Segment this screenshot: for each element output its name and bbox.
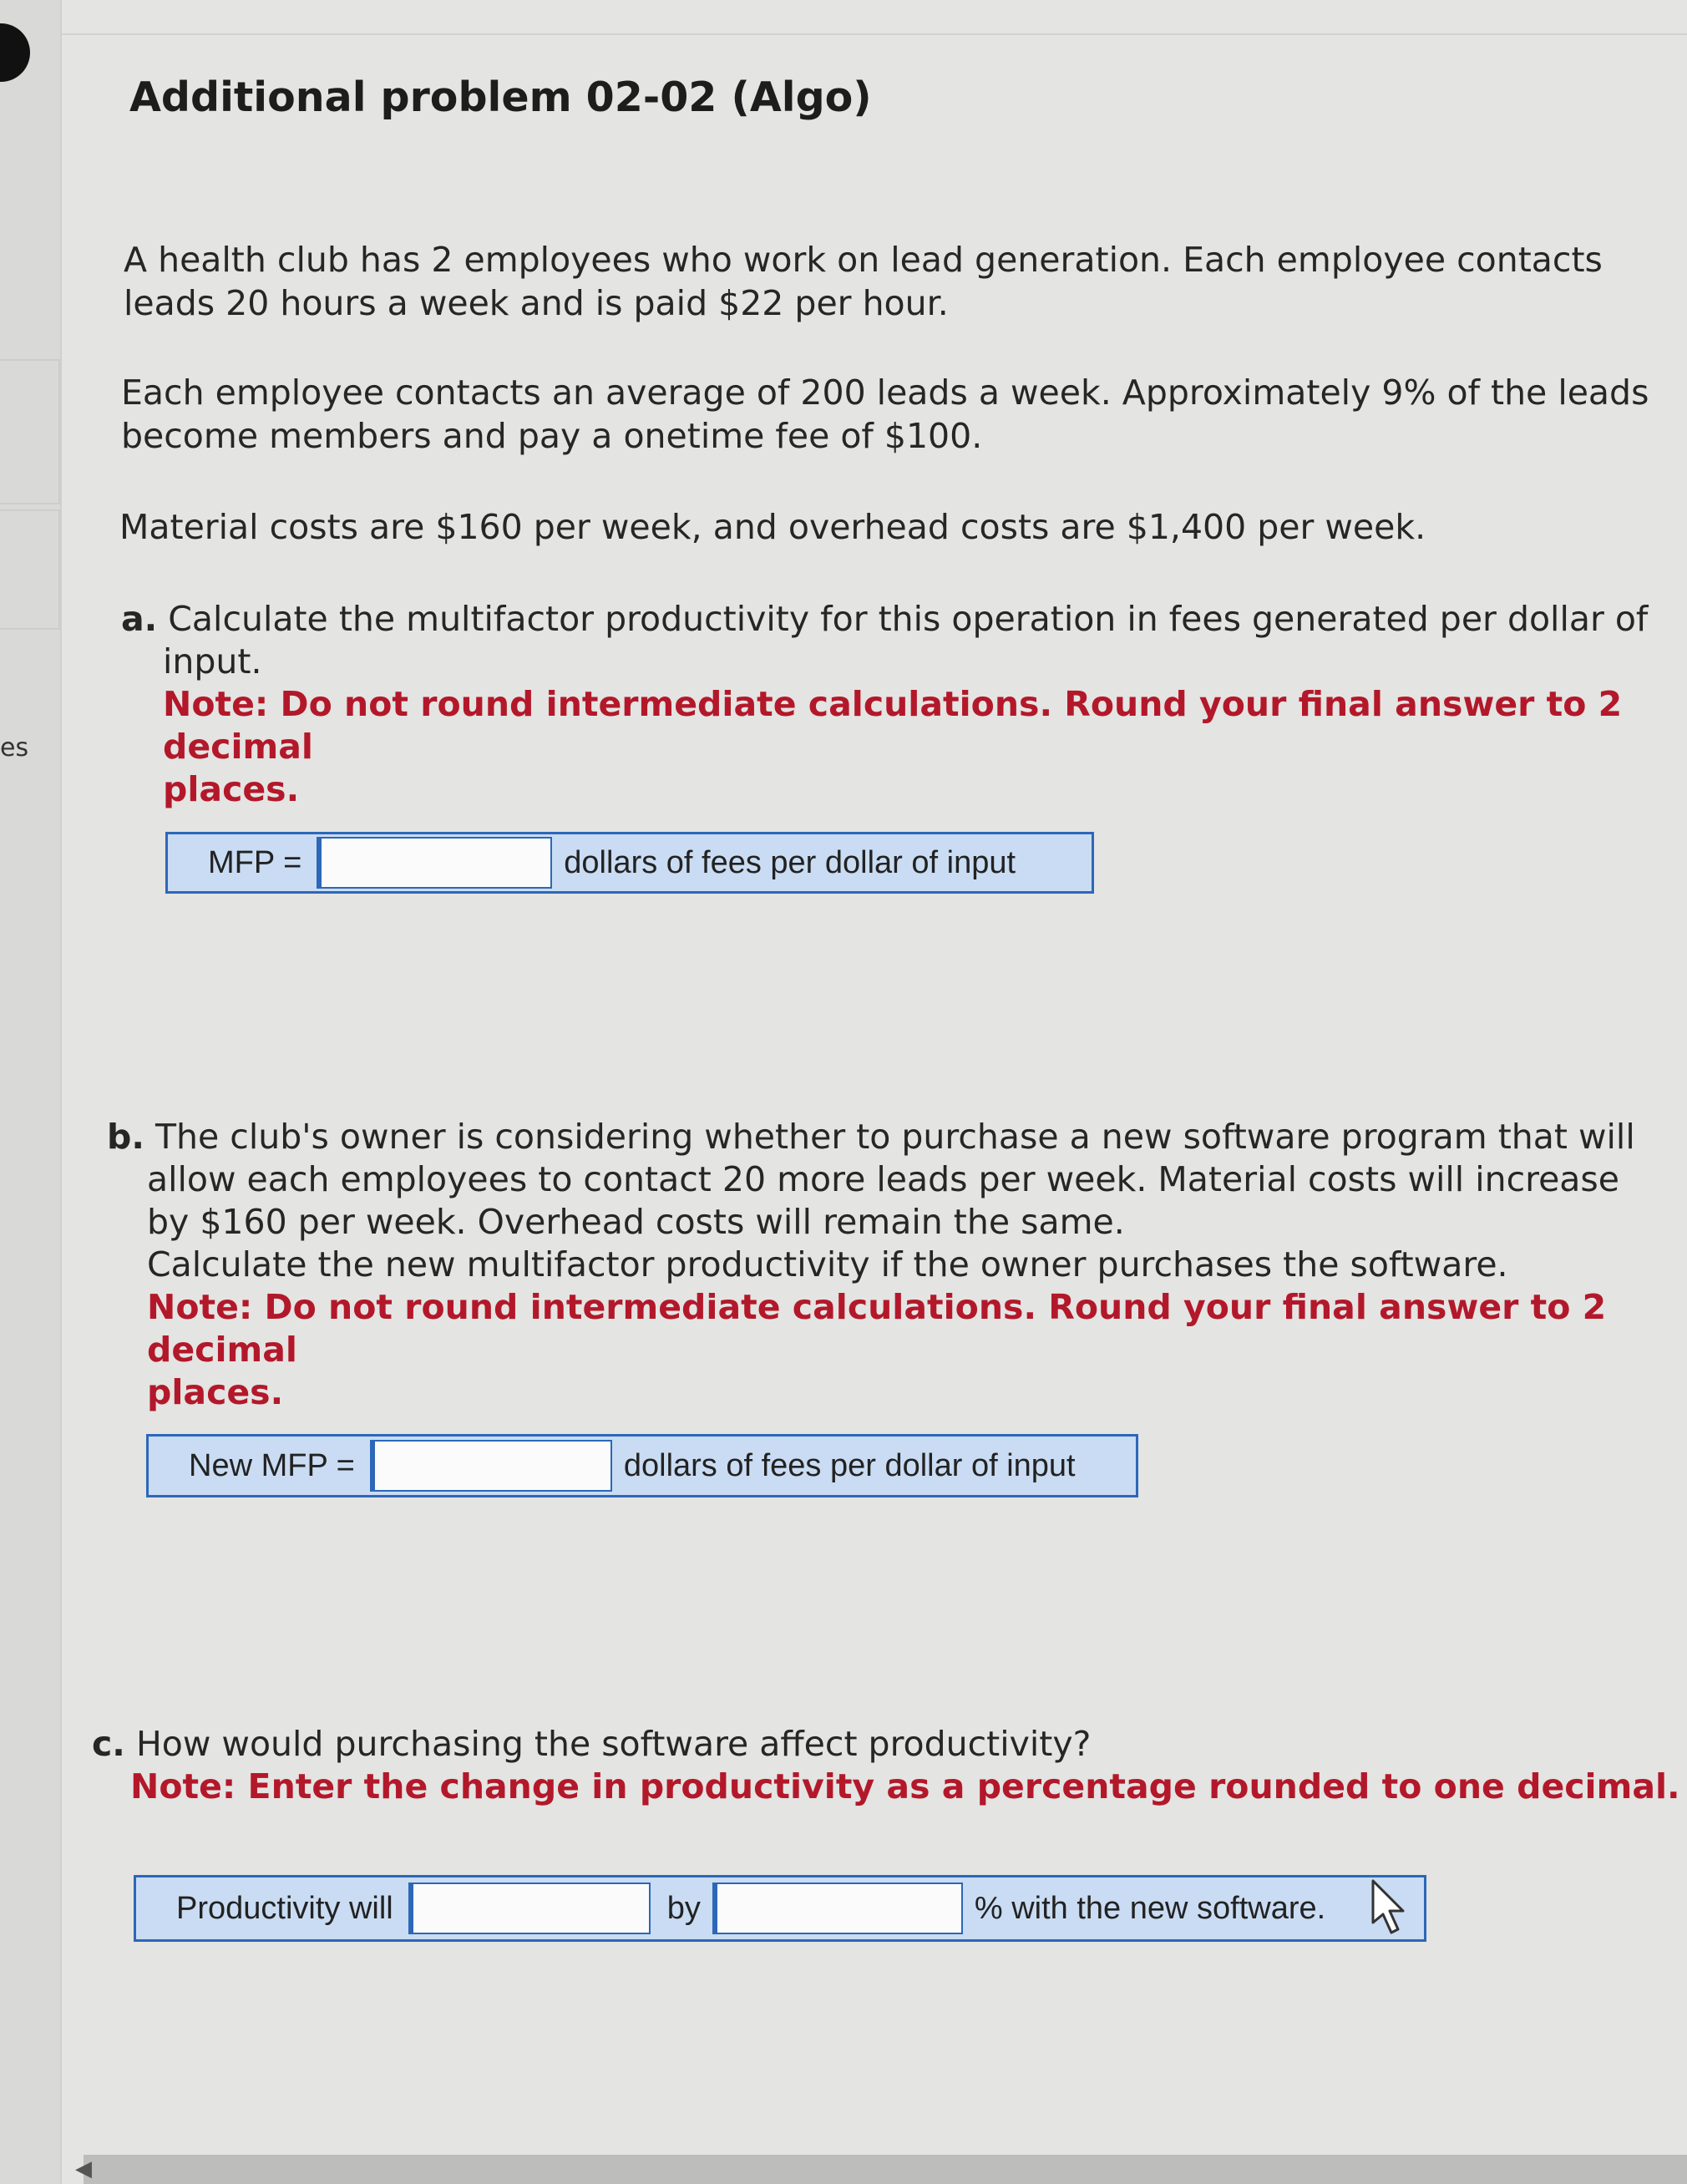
answer-row-b xyxy=(146,1434,1138,1497)
new-mfp-input[interactable] xyxy=(370,1440,612,1492)
sidebar-dot-icon xyxy=(0,23,30,82)
page-title: Additional problem 02-02 (Algo) xyxy=(129,73,872,121)
scroll-left-icon[interactable]: ◀ xyxy=(75,2156,92,2181)
productivity-unit-label: % with the new software. xyxy=(974,1890,1326,1926)
problem-paragraph-2 xyxy=(121,371,1649,458)
question-a xyxy=(121,598,1687,811)
problem-line: Material costs are $160 per week, and overhead costs are $1,400 per week. xyxy=(119,507,1426,547)
question-text: How would purchasing the software affect productivity? xyxy=(135,1724,1092,1764)
horizontal-scrollbar[interactable] xyxy=(84,2155,1687,2184)
question-letter: a. xyxy=(121,599,158,639)
mfp-input[interactable] xyxy=(317,837,552,889)
note-text: Note: Do not round intermediate calculations. Round your final answer to 2 decimal xyxy=(147,1287,1607,1370)
productivity-label: Productivity will xyxy=(176,1890,393,1926)
problem-paragraph-3 xyxy=(119,505,1426,549)
answer-row-a xyxy=(165,832,1094,894)
note-text: places. xyxy=(147,1372,284,1412)
question-letter: b. xyxy=(107,1117,144,1157)
question-letter: c. xyxy=(92,1724,125,1764)
question-b xyxy=(107,1116,1687,1414)
question-c xyxy=(92,1723,1680,1808)
problem-line: Each employee contacts an average of 200 leads a week. Approximately 9% of the leads xyxy=(121,372,1649,413)
sidebar-panel xyxy=(0,359,60,504)
sidebar-panel xyxy=(0,509,60,630)
answer-row-c xyxy=(134,1875,1426,1942)
new-mfp-label: New MFP = xyxy=(189,1447,355,1483)
question-text: by $160 per week. Overhead costs will remain the same. xyxy=(147,1202,1125,1242)
mfp-unit-label: dollars of fees per dollar of input xyxy=(564,844,1016,880)
mouse-pointer-icon xyxy=(1370,1879,1411,1938)
by-label: by xyxy=(666,1890,701,1926)
sidebar-fragment-text: es xyxy=(0,733,29,763)
question-text: Calculate the new multifactor productivity if the owner purchases the software. xyxy=(147,1244,1508,1285)
problem-line: leads 20 hours a week and is paid $22 per hour. xyxy=(124,283,949,323)
new-mfp-unit-label: dollars of fees per dollar of input xyxy=(623,1447,1076,1483)
mfp-label: MFP = xyxy=(208,844,302,880)
question-text: allow each employees to contact 20 more leads per week. Material costs will increase xyxy=(147,1159,1620,1199)
left-sidebar xyxy=(0,0,62,2184)
question-text: Calculate the multifactor productivity for this operation in fees generated per dollar of xyxy=(168,599,1649,639)
question-text: input. xyxy=(163,641,262,682)
productivity-change-input[interactable] xyxy=(712,1882,963,1934)
note-text: Note: Enter the change in productivity as a percentage rounded to one decimal. xyxy=(130,1766,1680,1806)
productivity-direction-select[interactable] xyxy=(408,1882,651,1934)
note-text: Note: Do not round intermediate calculations. Round your final answer to 2 decimal xyxy=(163,684,1623,767)
problem-paragraph-1 xyxy=(124,238,1603,325)
problem-line: A health club has 2 employees who work on lead generation. Each employee contacts xyxy=(124,240,1603,280)
problem-line: become members and pay a onetime fee of $100. xyxy=(121,416,983,456)
note-text: places. xyxy=(163,769,300,809)
question-text: The club's owner is considering whether to purchase a new software program that will xyxy=(155,1117,1635,1157)
